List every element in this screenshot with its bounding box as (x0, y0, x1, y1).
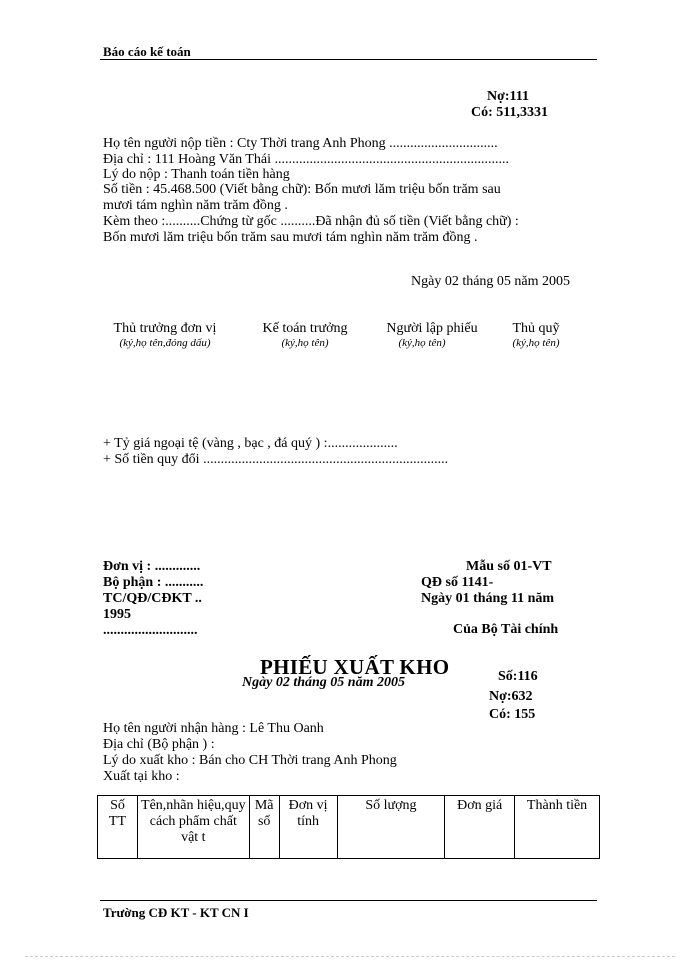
col-header-code: Mã số (249, 796, 279, 859)
unit-line: Đơn vị : ............. (103, 559, 201, 574)
reason-line: Lý do nộp : Thanh toán tiền hàng (103, 167, 290, 182)
receipt-debit: Nợ:111 (487, 89, 529, 104)
amount-line: Số tiền : 45.468.500 (Viết bằng chữ): Bốn mươi lăm triệu bốn trăm sau (103, 182, 501, 197)
warehouse-line: Xuất tại kho : (103, 769, 180, 784)
receipt-credit: Có: 511,3331 (471, 105, 548, 120)
col-header-amount: Thành tiền (515, 796, 600, 859)
page-edge-divider (25, 956, 675, 957)
slip-credit: Có: 155 (489, 707, 536, 722)
items-table (97, 795, 600, 859)
receiver-line: Họ tên người nhận hàng : Lê Thu Oanh (103, 721, 324, 736)
table-header-row (98, 796, 600, 859)
receipt-date: Ngày 02 tháng 05 năm 2005 (411, 274, 571, 289)
slip-number: Số:116 (498, 669, 538, 684)
signature-chief-accountant-title: Kế toán trưởng (262, 321, 348, 336)
header-rule (100, 59, 597, 60)
signature-cashier-title: Thủ quỹ (512, 321, 560, 336)
page-header: Báo cáo kế toán (103, 44, 191, 59)
signature-cashier-note: (ký,họ tên) (512, 337, 560, 349)
page-footer: Trường CĐ KT - KT CN I (103, 905, 249, 920)
signature-preparer-title: Người lập phiếu (386, 321, 478, 336)
decision-date: Ngày 01 tháng 11 năm (421, 591, 555, 606)
exchange-rate-line: + Tỷ giá ngoại tệ (vàng , bạc , đá quý ) :.................... (103, 436, 398, 451)
address-line: Địa chỉ : 111 Hoàng Văn Thái ................................................................... (103, 152, 509, 167)
dots-line: ........................... (103, 623, 198, 638)
receiver-address-line: Địa chỉ (Bộ phận ) : (103, 737, 215, 752)
payer-line: Họ tên người nộp tiền : Cty Thời trang Anh Phong ............................... (103, 136, 498, 151)
received-words-line: Bốn mươi lăm triệu bốn trăm sau mươi tám nghìn năm trăm đồng . (103, 230, 478, 245)
decision-number: QĐ số 1141- (421, 575, 494, 590)
slip-debit: Nợ:632 (489, 689, 533, 704)
col-header-quantity: Số lượng (337, 796, 445, 859)
year-line: 1995 (103, 607, 131, 622)
col-header-unit: Đơn vị tính (279, 796, 337, 859)
converted-amount-line: + Số tiền quy đổi ...................................................................... (103, 452, 449, 467)
col-header-unit-price: Đơn giá (445, 796, 515, 859)
signature-preparer-note: (ký,họ tên) (398, 337, 446, 349)
signature-chief-accountant-note: (ký,họ tên) (281, 337, 329, 349)
signature-director-title: Thủ trưởng đơn vị (113, 321, 217, 336)
slip-date: Ngày 02 tháng 05 năm 2005 (242, 675, 405, 690)
form-number: Mẫu số 01-VT (466, 559, 552, 574)
attach-line: Kèm theo :..........Chứng từ gốc ..........Đã nhận đủ số tiền (Viết bằng chữ) : (103, 214, 519, 229)
footer-rule (100, 900, 597, 901)
amount-words-line: mươi tám nghìn năm trăm đồng . (103, 198, 288, 213)
slip-title: PHIẾU XUẤT KHO (260, 655, 450, 679)
signature-director-note: (ký,họ tên,đóng dấu) (119, 337, 211, 349)
ministry-line: Của Bộ Tài chính (453, 622, 559, 637)
issue-reason-line: Lý do xuất kho : Bán cho CH Thời trang Anh Phong (103, 753, 397, 768)
col-header-no: Số TT (98, 796, 138, 859)
reference-line: TC/QĐ/CĐKT .. (103, 591, 202, 606)
col-header-name: Tên,nhãn hiệu,quy cách phẩm chất vật t (137, 796, 249, 859)
department-line: Bộ phận : ........... (103, 575, 204, 590)
